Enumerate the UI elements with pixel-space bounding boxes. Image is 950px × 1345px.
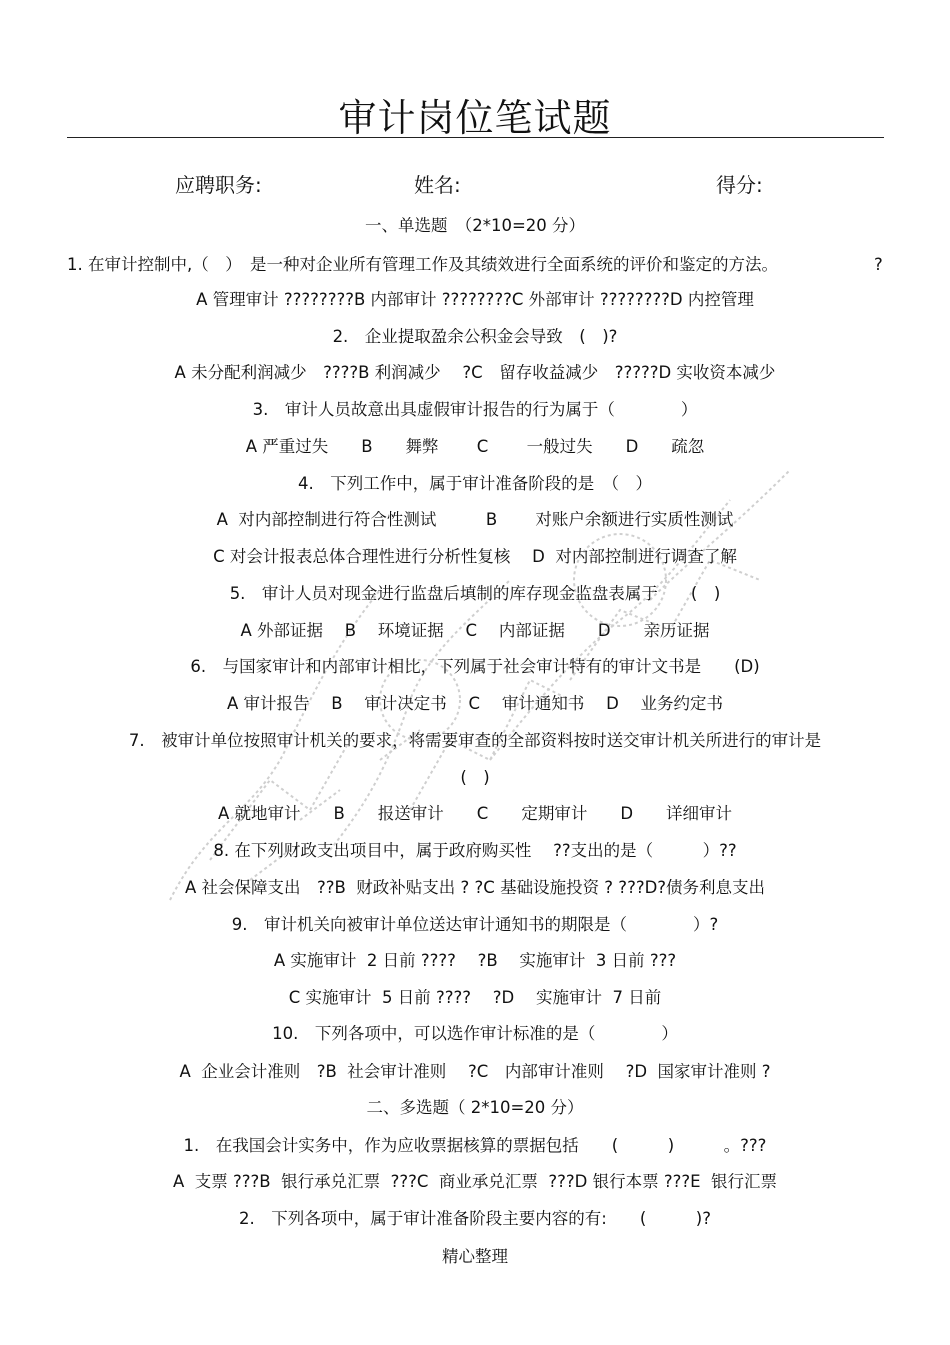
position-field-label: 应聘职务: (175, 173, 262, 197)
question-7-text: 7. 被审计单位按照审计机关的要求，将需要审查的全部资料按时送交审计机关所进行的审计是 (128, 731, 822, 750)
multi-question-1-text: 1. 在我国会计实务中，作为应收票据核算的票据包括 ( ) 。??? (183, 1136, 767, 1155)
question-10-options: A 企业会计准则 ?B 社会审计准则 ?C 内部审计准则 ?D 国家审计准则 ? (179, 1062, 771, 1081)
question-4-options-row-1: A 对内部控制进行符合性测试 B 对账户余额进行实质性测试 (216, 510, 734, 529)
question-3-text: 3. 审计人员故意出具虚假审计报告的行为属于（ ） (252, 400, 698, 419)
question-3-options: A 严重过失 B 舞弊 C 一般过失 D 疏忽 (245, 437, 705, 456)
question-7-options: A 就地审计 B 报送审计 C 定期审计 D 详细审计 (217, 804, 733, 823)
question-10-text: 10. 下列各项中，可以选作审计标准的是（ ） (272, 1024, 678, 1043)
question-9-text: 9. 审计机关向被审计单位送达审计通知书的期限是（ ）? (231, 915, 719, 934)
question-5-text: 5. 审计人员对现金进行监盘后填制的库存现金监盘表属于 ( ) (229, 584, 721, 603)
question-1-tail: ? (874, 255, 883, 274)
section-heading-multiple-choice: 二、多选题（ 2*10=20 分） (366, 1098, 584, 1117)
question-9-options-row-1: A 实施审计 2 日前 ???? ?B 实施审计 3 日前 ??? (273, 951, 677, 970)
question-2-text: 2. 企业提取盈余公积金会导致 ( )? (332, 327, 618, 346)
page-footer: 精心整理 (442, 1247, 508, 1266)
section-heading-single-choice: 一、单选题 （2*10=20 分） (364, 216, 586, 235)
name-field-label: 姓名: (414, 173, 461, 197)
question-1-text: 1. 在审计控制中,（ ） 是一种对企业所有管理工作及其绩效进行全面系统的评价和鉴定的方法。 (67, 255, 778, 274)
question-8-text: 8. 在下列财政支出项目中，属于政府购买性 ??支出的是（ ）?? (213, 841, 737, 860)
question-5-options: A 外部证据 B 环境证据 C 内部证据 D 亲历证据 (240, 621, 710, 640)
question-1-options: A 管理审计 ????????B 内部审计 ????????C 外部审计 ????????D 内控管理 (196, 290, 754, 309)
question-7-answer-parens: ( ) (460, 768, 490, 787)
multi-question-2-text: 2. 下列各项中，属于审计准备阶段主要内容的有: ( )? (239, 1209, 711, 1228)
question-6-options: A 审计报告 B 审计决定书 C 审计通知书 D 业务约定书 (226, 694, 724, 713)
page-title: 审计岗位笔试题 (338, 96, 612, 140)
question-9-options-row-2: C 实施审计 5 日前 ???? ?D 实施审计 7 日前 (288, 988, 662, 1007)
question-4-options-row-2: C 对会计报表总体合理性进行分析性复核 D 对内部控制进行调查了解 (213, 547, 737, 566)
title-underline (67, 137, 884, 138)
question-8-options: A 社会保障支出 ??B 财政补贴支出 ? ?C 基础设施投资 ? ???D?债务利息支出 (184, 878, 766, 897)
score-field-label: 得分: (716, 173, 763, 197)
multi-question-1-options: A 支票 ???B 银行承兑汇票 ???C 商业承兑汇票 ???D 银行本票 ???E 银行汇票 (172, 1172, 778, 1191)
question-6-text: 6. 与国家审计和内部审计相比，下列属于社会审计特有的审计文书是 (D) (190, 657, 760, 676)
question-2-options: A 未分配利润减少 ????B 利润减少 ?C 留存收益减少 ?????D 实收资本减少 (174, 363, 776, 382)
question-4-text: 4. 下列工作中，属于审计准备阶段的是 （ ） (298, 474, 652, 493)
